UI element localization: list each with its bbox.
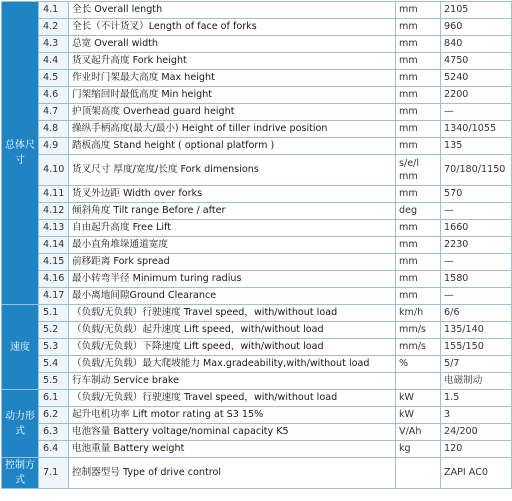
- row-unit: mm/s: [396, 339, 441, 356]
- spec-row: [2, 390, 512, 407]
- row-value: 2105: [441, 2, 512, 19]
- spec-row: [2, 322, 512, 339]
- row-description: 电池重量 Battery weight: [69, 441, 396, 458]
- row-value: 2230: [441, 237, 512, 254]
- spec-table: [1, 1, 512, 489]
- row-unit: mm: [396, 271, 441, 288]
- row-description: 控制器型号 Type of drive control: [69, 458, 396, 489]
- row-number: 4.10: [39, 155, 69, 186]
- row-description: 最小直角堆垛通道宽度: [69, 237, 396, 254]
- row-number: 6.1: [39, 390, 69, 407]
- row-description: 踏板高度 Stand height ( optional platform ): [69, 138, 396, 155]
- row-description: 门架缩回时最低高度 Min height: [69, 87, 396, 104]
- row-unit: mm: [396, 104, 441, 121]
- spec-row: [2, 271, 512, 288]
- row-unit: mm: [396, 254, 441, 271]
- spec-row: [2, 138, 512, 155]
- spec-row: [2, 305, 512, 322]
- row-number: 4.6: [39, 87, 69, 104]
- spec-row: [2, 441, 512, 458]
- spec-row: [2, 339, 512, 356]
- spec-row: [2, 70, 512, 87]
- row-value: 840: [441, 36, 512, 53]
- row-unit: mm/s: [396, 322, 441, 339]
- row-number: 6.2: [39, 407, 69, 424]
- spec-row: [2, 104, 512, 121]
- row-number: 6.3: [39, 424, 69, 441]
- spec-row: [2, 237, 512, 254]
- row-value: —: [441, 104, 512, 121]
- row-value: ZAPI AC0: [441, 458, 512, 489]
- spec-row: [2, 356, 512, 373]
- row-value: 1580: [441, 271, 512, 288]
- row-number: 5.3: [39, 339, 69, 356]
- row-description: 最小离地间隙Ground Clearance: [69, 288, 396, 305]
- row-unit: mm: [396, 2, 441, 19]
- spec-row: [2, 373, 512, 390]
- row-unit: kW: [396, 390, 441, 407]
- row-number: 6.4: [39, 441, 69, 458]
- row-number: 4.3: [39, 36, 69, 53]
- row-description: （负载/无负载）起升速度 Lift speed，with/without load: [69, 322, 396, 339]
- row-unit: mm: [396, 288, 441, 305]
- row-unit: V/Ah: [396, 424, 441, 441]
- row-unit: mm: [396, 19, 441, 36]
- row-number: 5.5: [39, 373, 69, 390]
- section-category: 速度: [2, 305, 39, 390]
- row-value: 960: [441, 19, 512, 36]
- spec-row: [2, 424, 512, 441]
- row-description: 货叉起升高度 Fork height: [69, 53, 396, 70]
- row-value: 3: [441, 407, 512, 424]
- row-unit: [396, 458, 441, 489]
- section-category: 动力形式: [2, 390, 39, 458]
- row-unit: mm: [396, 87, 441, 104]
- row-unit: mm: [396, 36, 441, 53]
- section-category: 总体尺寸: [2, 2, 39, 305]
- row-unit: mm: [396, 53, 441, 70]
- row-description: 前移距离 Fork spread: [69, 254, 396, 271]
- row-number: 7.1: [39, 458, 69, 489]
- row-value: —: [441, 203, 512, 220]
- spec-row: [2, 121, 512, 138]
- row-number: 4.1: [39, 2, 69, 19]
- row-unit: mm: [396, 70, 441, 87]
- row-value: 5240: [441, 70, 512, 87]
- row-number: 5.1: [39, 305, 69, 322]
- row-number: 4.8: [39, 121, 69, 138]
- row-number: 4.11: [39, 186, 69, 203]
- row-description: （负载/无负载）行驶速度 Travel speed，with/without load: [69, 390, 396, 407]
- row-number: 4.13: [39, 220, 69, 237]
- row-description: 总宽 Overall width: [69, 36, 396, 53]
- spec-row: [2, 254, 512, 271]
- spec-row: [2, 407, 512, 424]
- spec-row: [2, 155, 512, 186]
- spec-row: [2, 2, 512, 19]
- spec-row: [2, 288, 512, 305]
- row-value: 电磁制动: [441, 373, 512, 390]
- row-value: 1340/1055: [441, 121, 512, 138]
- row-value: 120: [441, 441, 512, 458]
- row-value: 135/140: [441, 322, 512, 339]
- row-unit: mm: [396, 220, 441, 237]
- spec-table-body: [2, 2, 512, 489]
- row-unit: kW: [396, 407, 441, 424]
- row-description: 起升电机功率 Lift motor rating at S3 15%: [69, 407, 396, 424]
- spec-row: [2, 87, 512, 104]
- row-value: 2200: [441, 87, 512, 104]
- row-number: 4.16: [39, 271, 69, 288]
- row-number: 4.14: [39, 237, 69, 254]
- row-description: 最小转弯半径 Minimum turing radius: [69, 271, 396, 288]
- row-description: 倾斜角度 Tilt range Before / after: [69, 203, 396, 220]
- row-unit: mm: [396, 186, 441, 203]
- spec-row: [2, 186, 512, 203]
- row-value: 155/150: [441, 339, 512, 356]
- row-number: 4.7: [39, 104, 69, 121]
- row-value: 70/180/1150: [441, 155, 512, 186]
- row-number: 5.4: [39, 356, 69, 373]
- row-value: 570: [441, 186, 512, 203]
- row-number: 4.17: [39, 288, 69, 305]
- row-number: 4.5: [39, 70, 69, 87]
- row-value: —: [441, 288, 512, 305]
- row-description: （负载/无负载）行驶速度 Travel speed，with/without load: [69, 305, 396, 322]
- row-description: （负载/无负载）下降速度 Lift speed，with/without load: [69, 339, 396, 356]
- row-unit: mm: [396, 121, 441, 138]
- row-number: 4.12: [39, 203, 69, 220]
- row-description: （负载/无负载）最大爬坡能力 Max.gradeability,with/without load: [69, 356, 396, 373]
- row-number: 4.9: [39, 138, 69, 155]
- spec-row: [2, 53, 512, 70]
- row-unit: mm: [396, 138, 441, 155]
- row-value: —: [441, 254, 512, 271]
- row-description: 行车制动 Service brake: [69, 373, 396, 390]
- row-description: 全长（不计货叉）Length of face of forks: [69, 19, 396, 36]
- row-description: 电池容量 Battery voltage/nominal capacity K5: [69, 424, 396, 441]
- row-value: 4750: [441, 53, 512, 70]
- row-unit: km/h: [396, 305, 441, 322]
- row-value: 5/7: [441, 356, 512, 373]
- row-description: 全长 Overall length: [69, 2, 396, 19]
- row-description: 货叉外边距 Width over forks: [69, 186, 396, 203]
- spec-row: [2, 203, 512, 220]
- row-unit: %: [396, 356, 441, 373]
- spec-row: [2, 458, 512, 489]
- spec-row: [2, 19, 512, 36]
- spec-row: [2, 220, 512, 237]
- row-value: 1660: [441, 220, 512, 237]
- spec-row: [2, 36, 512, 53]
- row-value: 6/6: [441, 305, 512, 322]
- row-unit: s/e/l mm: [396, 155, 441, 186]
- row-unit: kg: [396, 441, 441, 458]
- row-description: 作业时门架最大高度 Max height: [69, 70, 396, 87]
- row-description: 操纵手柄高度(最大/最小) Height of tiller indrive position: [69, 121, 396, 138]
- row-value: 1.5: [441, 390, 512, 407]
- row-description: 自由起升高度 Free Lift: [69, 220, 396, 237]
- row-number: 4.15: [39, 254, 69, 271]
- section-category: 控制方式: [2, 458, 39, 489]
- row-unit: mm: [396, 237, 441, 254]
- row-value: 24/200: [441, 424, 512, 441]
- row-unit: [396, 373, 441, 390]
- row-value: 135: [441, 138, 512, 155]
- row-unit: deg: [396, 203, 441, 220]
- row-number: 4.4: [39, 53, 69, 70]
- row-number: 4.2: [39, 19, 69, 36]
- row-description: 护顶架高度 Overhead guard height: [69, 104, 396, 121]
- row-number: 5.2: [39, 322, 69, 339]
- row-description: 货叉尺寸 厚度/宽度/长度 Fork dimensions: [69, 155, 396, 186]
